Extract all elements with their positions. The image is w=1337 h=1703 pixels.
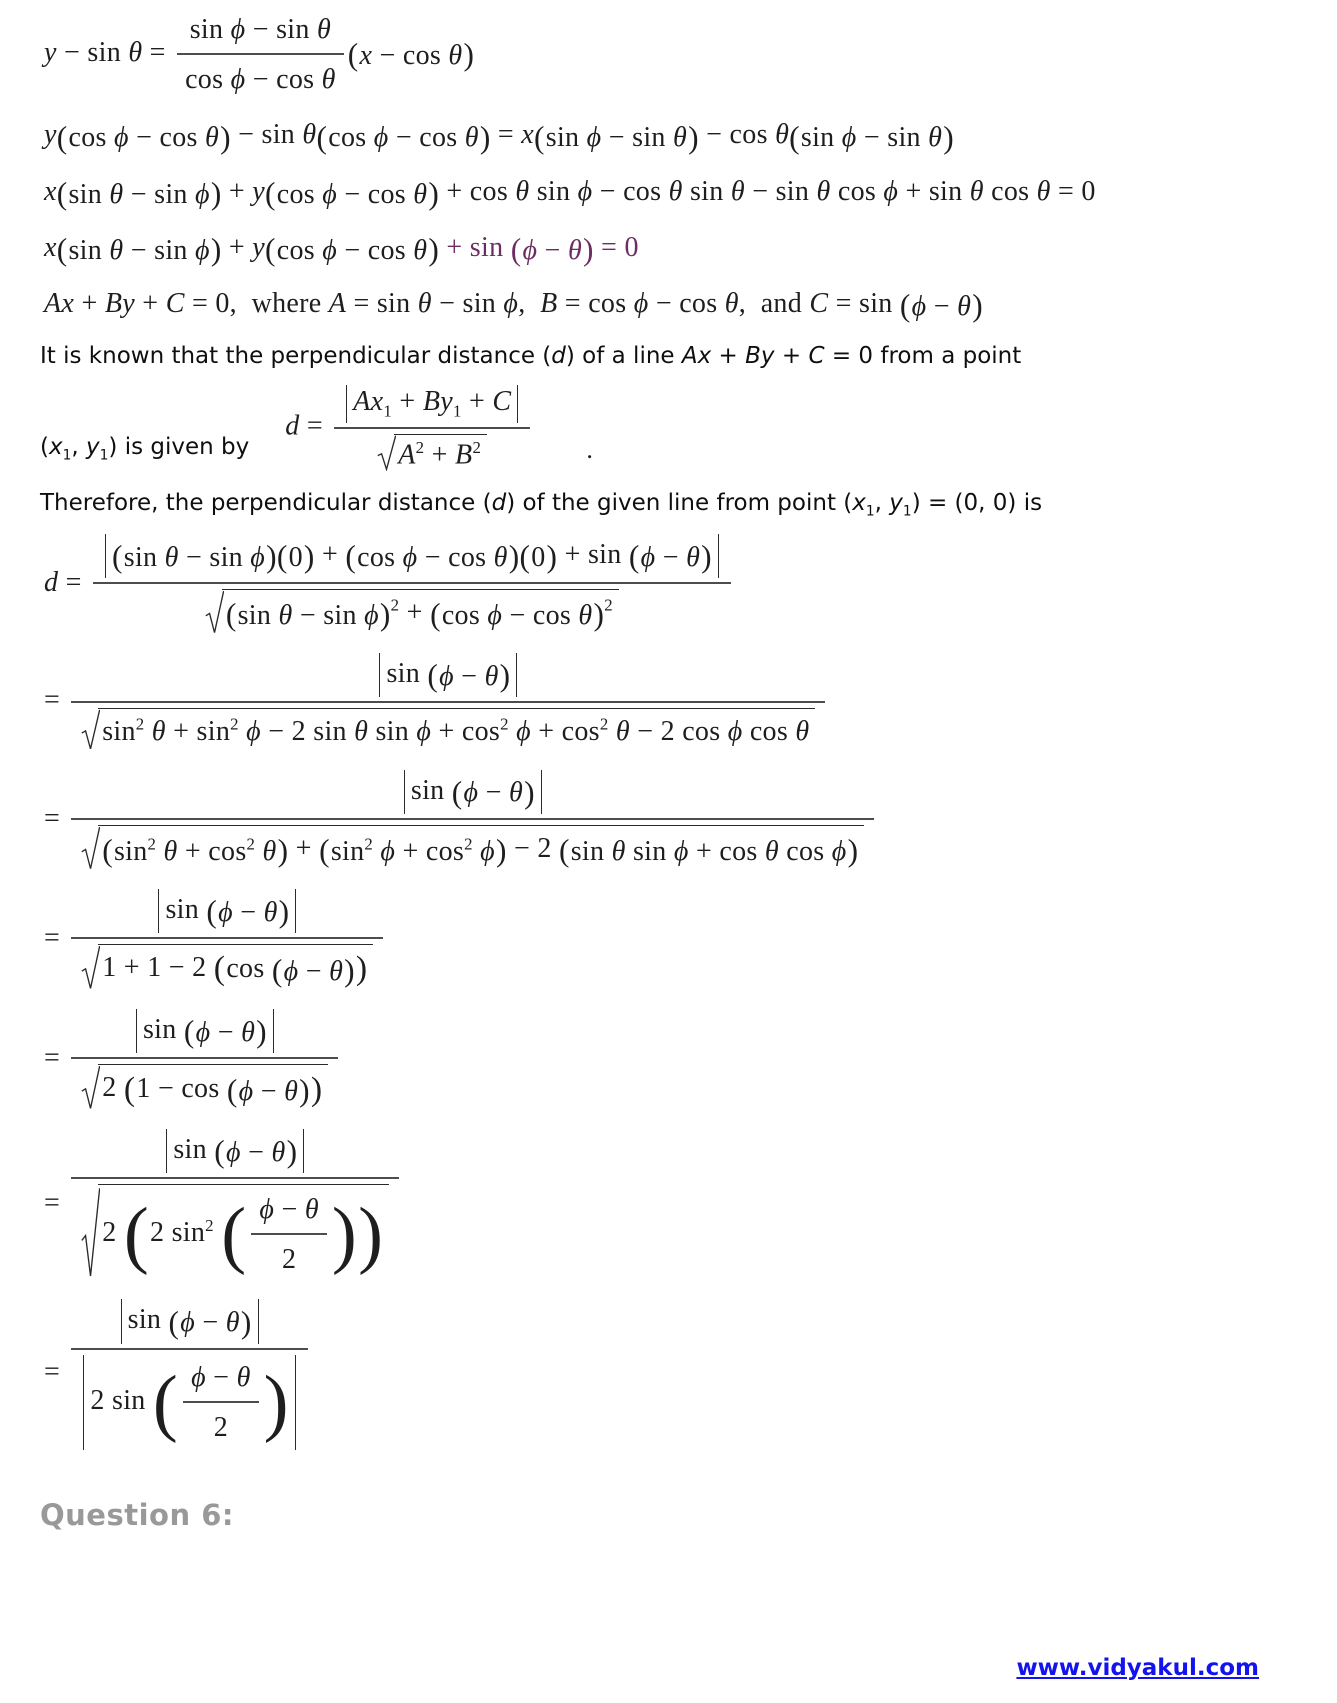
derivation-step-7: = sin (ϕ − θ) 2 sin ( $\frac{\phi - \theta}{2}$ ): [44, 1297, 1297, 1452]
derivation-step-4: = $\frac{\sin (\phi - \theta)}{1 + 1 - 2 (\cos (\phi - \theta))}$: [44, 887, 1297, 993]
derivation-step-5: = $\frac{\sin (\phi - \theta)}{2 (1 - \cos (\phi - \theta))}$: [44, 1007, 1297, 1113]
distance-formula: d = $\frac{Ax_1 + By_1 + C}{A^2 + B^2}$: [285, 383, 534, 473]
paragraph-therefore: Therefore, the perpendicular distance (d) of the given line from point ($x_1$, $y_1) = (0$, 0) is: [40, 490, 1043, 520]
equation-simplified-highlight: x(sin θ − sin ϕ) + y(cos ϕ − cos θ) + sin (ϕ − θ) = 0: [44, 231, 639, 267]
equation-expanded: y(cos ϕ − cos θ) − sin θ(cos ϕ − cos θ) = x(sin ϕ − sin θ) − cos θ(sin ϕ − sin θ): [44, 119, 954, 155]
derivation-step-6: = sin (ϕ − θ) 2 (2 $\sin^2$ ( $\frac{\phi - \theta}{2}$ )): [44, 1127, 1297, 1284]
derivation-step-3: = sin (ϕ − θ) ($\sin^2$ $\theta + \cos^2 \theta) + (\sin^2$ $\phi + \cos^2 \phi) - 2$ (sin θ sin ϕ + cos θ cos ϕ): [44, 768, 1297, 873]
given-by-label: ($x_1$, $y_1$) is given by: [40, 433, 250, 464]
footer-link[interactable]: www.vidyakul.com: [1016, 1655, 1259, 1681]
distance-formula-row: [40, 383, 1297, 473]
paragraph-known-distance: It is known that the perpendicular distance (d) of a line Ax + By + C = 0 from a point: [40, 343, 1022, 369]
derivation-step-2: = sin (ϕ − θ) $\sin^2 \theta + \sin^2 \phi - 2$ sin θ $\sin \phi + \cos^2 \phi + \cos^2 \theta - 2$ cos ϕ cos θ: [44, 651, 1297, 753]
equation-rearranged: x(sin θ − sin ϕ) + y(cos ϕ − cos θ) + cos θ sin ϕ − cos θ sin θ − sin θ cos ϕ + sin θ cos θ = 0: [44, 175, 1096, 211]
question-6-heading: Question 6:: [40, 1498, 234, 1533]
equation-point-slope: y − sin θ = $\frac{\text{sin ϕ − sin θ}}{\text{cos ϕ − cos θ}}$ (x − cos θ): [44, 8, 1297, 101]
derivation-step-1: d = $\frac{\text{(sin θ − sin ϕ)(0) + (cos ϕ − cos θ)(0) + sin (ϕ − θ)}}{(\sin \theta - \sin \phi)^2 + (\cos \phi - \cos \theta)^2}$: [44, 532, 1297, 637]
equation-general-form: Ax + By + C = 0, where A = sin θ − sin ϕ, B = cos ϕ − cos θ, and C = sin (ϕ − θ): [44, 287, 983, 324]
formula-period: .: [586, 435, 594, 465]
